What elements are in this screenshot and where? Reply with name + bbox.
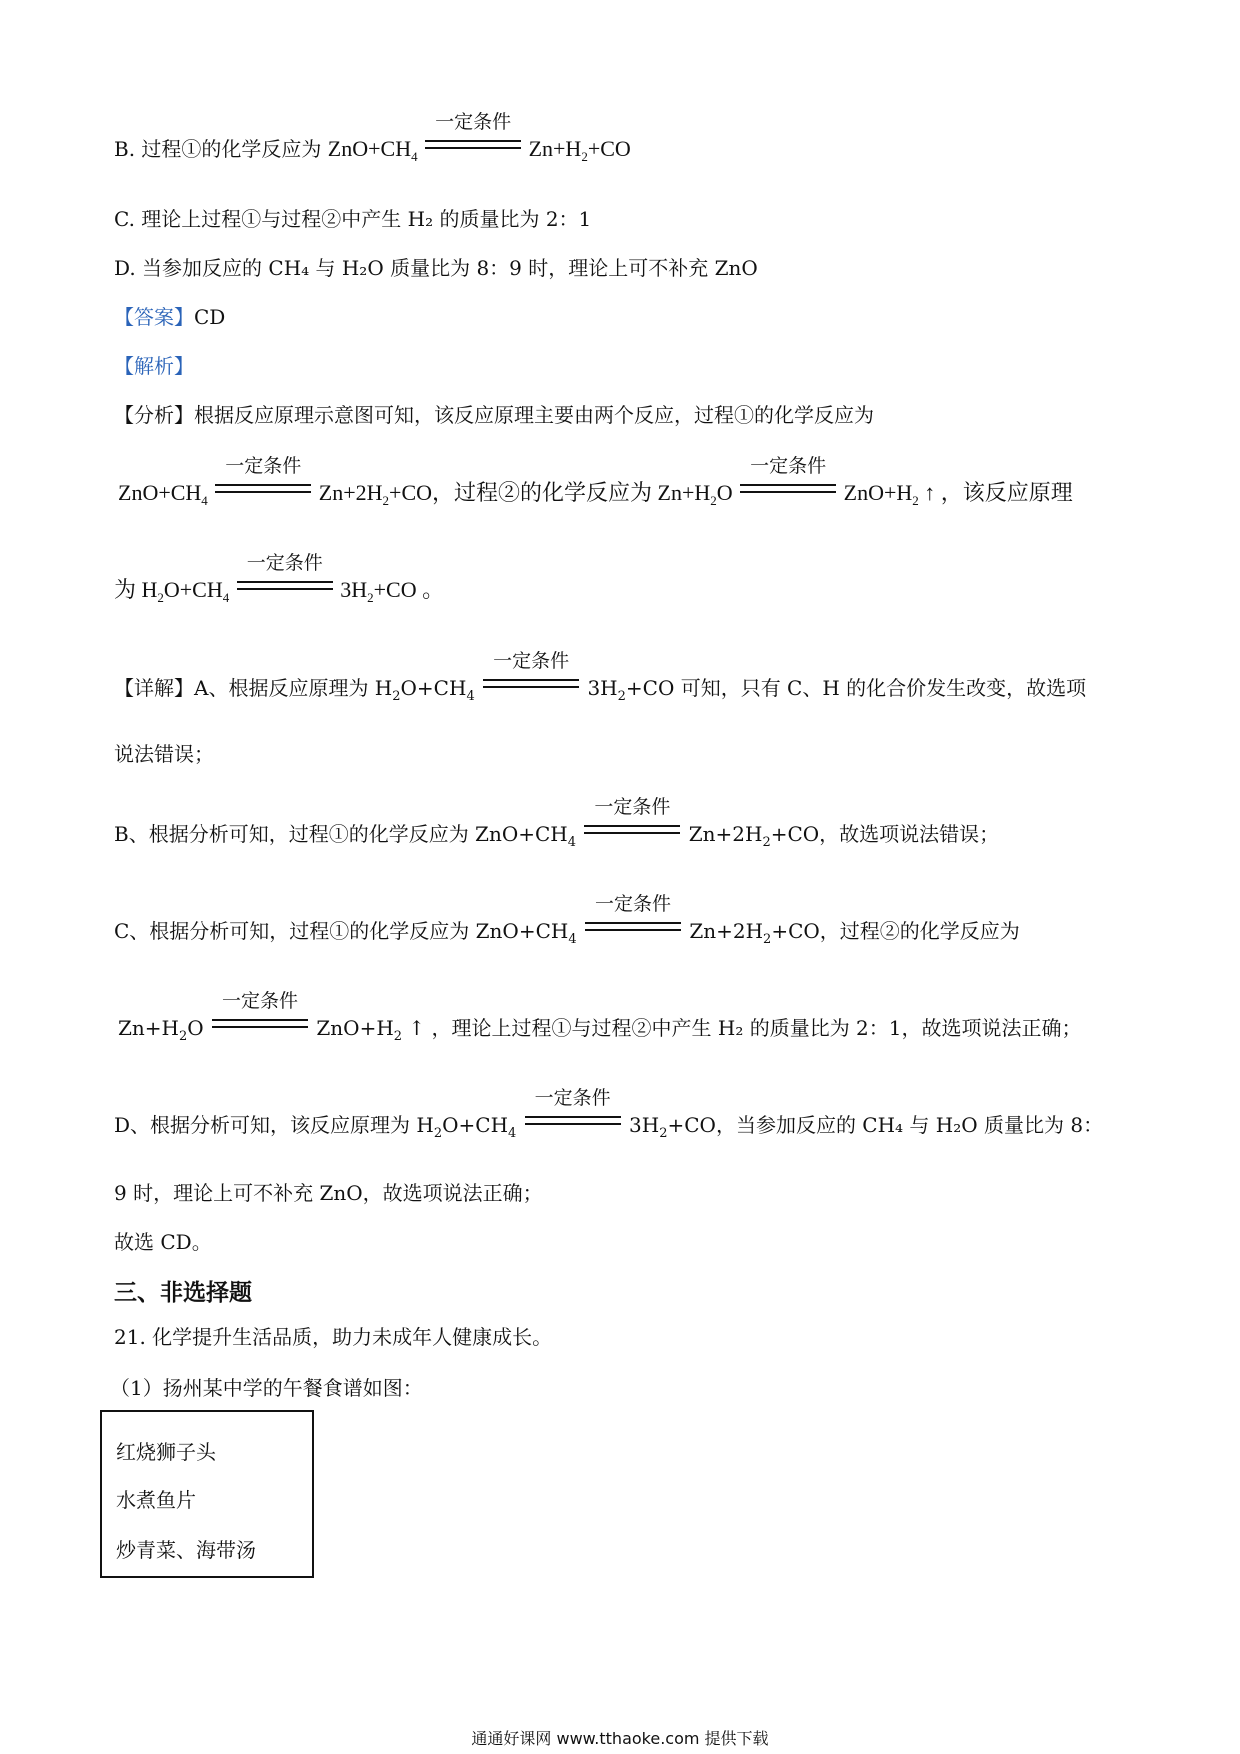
equation-line-3: [114, 552, 445, 612]
eq-sub: 2: [393, 1029, 403, 1044]
eq-part: D、根据分析可知，该反应原理为 H: [114, 1113, 434, 1137]
menu-item: 炒青菜、海带汤: [116, 1538, 256, 1562]
eq-part: O: [716, 480, 733, 505]
option-d: D. 当参加反应的 CH₄ 与 H₂O 质量比为 8：9 时，理论上可不补充 ZnO: [114, 256, 758, 280]
eq-part: O+CH: [442, 1113, 509, 1137]
condition-label: 一定条件: [594, 893, 671, 915]
eq-part: C、根据分析可知，过程①的化学反应为 ZnO+CH: [114, 919, 569, 943]
condition-arrow: [215, 455, 311, 500]
answer-line: [114, 303, 225, 331]
eq-sub: 4: [508, 1126, 517, 1141]
eq-part: +CO: [587, 136, 631, 161]
eq-part: +CO，故选项说法错误；: [770, 822, 1000, 846]
eq-part: O+CH: [163, 577, 223, 602]
detail-b: [114, 796, 1000, 857]
fenxi-line: 【分析】根据反应原理示意图可知，该反应原理主要由两个反应，过程①的化学反应为: [114, 403, 874, 427]
condition-label: 一定条件: [246, 552, 323, 574]
section-heading: 三、非选择题: [114, 1280, 252, 1306]
detail-c-cont: [118, 990, 1082, 1051]
condition-label: 一定条件: [225, 455, 302, 477]
eq-part: 【详解】A、根据反应原理为 H: [114, 676, 393, 700]
eq-sub: 2: [433, 1126, 443, 1141]
condition-label: 一定条件: [534, 1087, 611, 1109]
analysis-label: 【解析】: [114, 354, 194, 378]
eq-sub: 2: [178, 1029, 188, 1044]
answer-value: CD: [194, 305, 226, 329]
condition-label: 一定条件: [435, 111, 512, 133]
eq-part: ↑ ，该反应原理: [924, 480, 1073, 505]
conclusion: 故选 CD。: [114, 1230, 212, 1254]
question-21: 21. 化学提升生活品质，助力未成年人健康成长。: [114, 1325, 553, 1349]
eq-sub: 2: [382, 493, 390, 508]
eq-sub: 2: [157, 590, 164, 605]
lunch-menu-box: [100, 1410, 314, 1578]
eq-part: +CO 。: [373, 577, 445, 602]
condition-label: 一定条件: [750, 455, 827, 477]
eq-part: ZnO+CH: [327, 136, 412, 161]
eq-part: +CO，当参加反应的 CH₄ 与 H₂O 质量比为 8：: [667, 1113, 1104, 1137]
eq-part: +CO 可知，只有 C、H 的化合价发生改变，故选项: [625, 676, 1087, 700]
eq-part: Zn+2H: [688, 822, 763, 846]
condition-arrow: [525, 1087, 621, 1132]
eq-part: O+CH: [400, 676, 467, 700]
eq-part: +CO，过程②的化学反应为 Zn+H: [389, 480, 711, 505]
condition-label: 一定条件: [222, 990, 299, 1012]
eq-part: ZnO+H: [316, 1016, 394, 1040]
eq-part: B、根据分析可知，过程①的化学反应为 ZnO+CH: [114, 822, 568, 846]
condition-arrow: [584, 796, 680, 841]
eq-sub: 2: [710, 493, 717, 508]
eq-sub: 2: [659, 1126, 668, 1141]
condition-label: 一定条件: [594, 796, 671, 818]
eq-sub: 4: [567, 835, 577, 850]
answer-label: 【答案】: [114, 305, 194, 329]
eq-part: ZnO+H: [843, 480, 913, 505]
eq-sub: 4: [568, 932, 577, 947]
eq-part: O: [187, 1016, 204, 1040]
page-footer: 通通好课网 www.tthaoke.com 提供下载: [471, 1729, 769, 1748]
detail-a: [114, 650, 1087, 711]
option-b-text: B. 过程①的化学反应为: [114, 137, 322, 161]
eq-sub: 2: [763, 932, 772, 947]
eq-part: 3H: [340, 577, 368, 602]
eq-sub: 4: [411, 149, 418, 164]
option-c: C. 理论上过程①与过程②中产生 H₂ 的质量比为 2：1: [114, 207, 592, 231]
eq-sub: 2: [762, 835, 771, 850]
detail-a-cont: 说法错误；: [114, 742, 214, 766]
eq-part: +CO，过程②的化学反应为: [771, 919, 1020, 943]
detail-d-cont: 9 时，理论上可不补充 ZnO，故选项说法正确；: [114, 1181, 543, 1205]
eq-part: ZnO+CH: [118, 480, 202, 505]
eq-part: Zn+H: [528, 136, 582, 161]
eq-sub: 4: [222, 590, 230, 605]
condition-arrow: [237, 552, 333, 597]
question-21-1: （1）扬州某中学的午餐食谱如图：: [110, 1376, 423, 1400]
detail-d: [114, 1087, 1104, 1148]
eq-sub: 2: [912, 493, 919, 508]
condition-label: 一定条件: [493, 650, 570, 672]
eq-part: 3H: [629, 1113, 660, 1137]
detail-c: [114, 893, 1020, 954]
eq-part: 3H: [587, 676, 618, 700]
condition-arrow: [585, 893, 681, 938]
eq-sub: 2: [581, 149, 588, 164]
condition-arrow: [212, 990, 308, 1035]
eq-sub: 2: [617, 689, 626, 704]
eq-part: Zn+2H: [689, 919, 764, 943]
equation-b: [327, 111, 631, 171]
menu-item: 红烧狮子头: [116, 1440, 216, 1464]
equation-line-2: [118, 455, 1073, 515]
menu-item: 水煮鱼片: [116, 1488, 196, 1512]
eq-sub: 2: [367, 590, 374, 605]
eq-part: ↑ ，理论上过程①与过程②中产生 H₂ 的质量比为 2：1，故选项说法正确；: [408, 1016, 1082, 1040]
condition-arrow: [740, 455, 836, 500]
eq-sub: 4: [201, 493, 208, 508]
eq-part: Zn+H: [118, 1016, 179, 1040]
eq-sub: 2: [392, 689, 401, 704]
option-b: [114, 111, 631, 171]
eq-part: Zn+2H: [318, 480, 383, 505]
eq-part: 为 H: [114, 577, 158, 602]
eq-sub: 4: [466, 689, 475, 704]
condition-arrow: [483, 650, 579, 695]
condition-arrow: [425, 111, 521, 156]
